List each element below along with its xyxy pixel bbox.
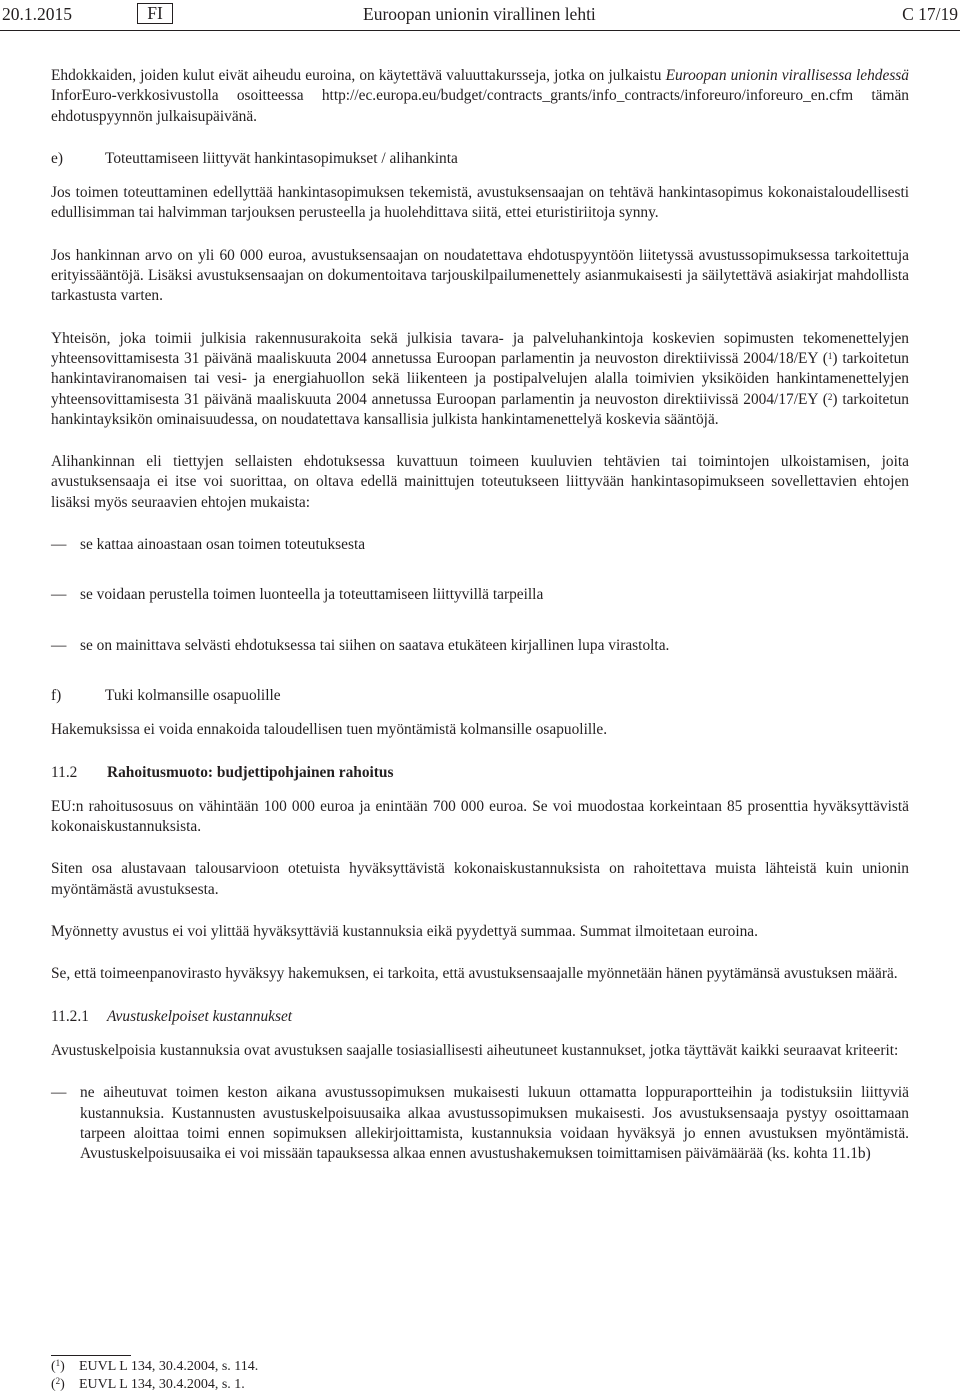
bullet-item: — se on mainittava selvästi ehdotuksessa tai siihen on saatava etukäteen kirjallinen lupa virastolta. — [51, 636, 909, 656]
header-date: 20.1.2015 — [2, 4, 72, 24]
footnote-divider — [51, 1355, 131, 1356]
section-11-2-paragraph-1: EU:n rahoitusosuus on vähintään 100 000 euroa ja enintään 700 000 euroa. Se voi muodostaa korkeintaan 85 prosenttia hyväksyttävistä kokonaiskustannuksista. — [51, 797, 909, 836]
footnote-2: ($^2$) EUVL L 134, 30.4.2004, s. 1. — [51, 1376, 245, 1392]
header-divider — [0, 30, 960, 31]
footnote-ref-2: 2 — [827, 391, 833, 402]
section-11-2-1-paragraph: Avustuskelpoisia kustannuksia ovat avustuksen saajalle tosiasiallisesti aiheutuneet kustannukset, jotka täyttävät kaikki seuraavat kriteerit: — [51, 1041, 899, 1059]
dash-marker: — — [51, 1084, 67, 1102]
bullet-item: — ne aiheutuvat toimen keston aikana avustussopimuksen mukaisesti lukuun ottamatta loppuraportteihin ja todistuksiin liittyviä kustannuksia. Kustannusten avustuskelpoisuusaika alkaa avustussopimuksen mukaisesti. Jos avustuksensaaja pystyy osoittamaan tarpeen aloittaa toimi ennen sopimuksen allekirjoittamista, kustannuksia voidaan hyväksyä jo ennen avustuksen myöntämistä. Avustuskelpoisuusaika ei voi missään tapauksessa alkaa ennen avustushakemuksen toimittamisen päivämäärää (ks. kohta 11.1b) — [51, 1084, 909, 1163]
section-e-paragraph-1: Jos toimen toteuttaminen edellyttää hankintasopimuksen tekemistä, avustuksensaajan on tehtävä hankintasopimus kokonaistaloudellisesti edullisimman tai halvimman tarjouksen perusteella ja huolehdittava siitä, ettei eturistiriitoja synny. — [51, 184, 909, 222]
dash-marker: — — [51, 636, 67, 654]
section-e-paragraph-3: Yhteisön, joka toimii julkisia rakennusurakoita sekä julkisia tavara- ja palveluhankintoja koskevien sopimusten tekomenettelyjen yhteensovittamisesta 31 päivänä maaliskuuta 2004 annetussa Euroopan parlamentin ja neuvoston direktiivissä 2004/18/EY ($^1$) tarkoitetun hankintaviranomaisen tai vesi- ja energiahuollon sekä liikenteen ja postipalvelujen alalla toimivien yksiköiden hankintamenettelyjen yhteensovittamisesta 31 päivänä maaliskuuta 2004 annetussa Euroopan parlamentin ja neuvoston direktiivissä 2004/17/EY ($^2$) tarkoitetun hankintayksikön ominaisuudessa, on noudatettava kansallisia julkista hankintamenettelyä koskevia sääntöjä. — [51, 329, 909, 428]
document-body — [51, 66, 909, 1194]
footnote-1: ($^1$) EUVL L 134, 30.4.2004, s. 114. — [51, 1358, 259, 1374]
section-11-2-1-heading: 11.2.1 Avustuskelpoiset kustannukset — [51, 1007, 293, 1025]
page-number: C 17/19 — [902, 4, 958, 24]
bullet-item: — se kattaa ainoastaan osan toimen toteutuksesta — [51, 535, 909, 555]
bullet-item: — se voidaan perustella toimen luonteella ja toteuttamiseen liittyvillä tarpeilla — [51, 585, 909, 605]
section-11-2-paragraph-2: Siten osa alustavaan talousarvioon otetuista hyväksyttävistä kokonaiskustannuksista on rahoitettava muista lähteistä kuin unionin myöntämästä avustuksesta. — [51, 860, 909, 898]
section-f-paragraph: Hakemuksissa ei voida ennakoida taloudellisen tuen myöntämistä kolmansille osapuolille. — [51, 721, 608, 739]
section-11-2-paragraph-3: Myönnetty avustus ei voi ylittää hyväksyttäviä kustannuksia eikä pyydettyä summaa. Summat ilmoitetaan euroina. — [51, 923, 758, 941]
section-e-paragraph-4: Alihankinnan eli tiettyjen sellaisten ehdotuksessa kuvattuun toimeen kuuluvien tehtävien tai toimintojen ulkoistamisen, joita avustuksensaaja ei itse voi suorittaa, on oltava edellä mainittujen toteutukseen liittyvään hankintasopimukseen sovellettavien ehtojen lisäksi myös seuraavien ehtojen mukaista: — [51, 453, 909, 511]
section-e-heading: e) Toteuttamiseen liittyvät hankintasopimukset / alihankinta — [51, 149, 458, 167]
intro-paragraph: Ehdokkaiden, joiden kulut eivät aiheudu euroina, on käytettävä valuuttakursseja, jotka on julkaistu Euroopan unionin virallisessa lehdessä InforEuro-verkkosivustolla osoitteessa http://ec.europa.eu/budget/contracts_grants/info_contracts/inforeuro/inforeuro_en.cfm tämän ehdotuspyynnön julkaisupäivänä. — [51, 67, 909, 125]
dash-marker: — — [51, 586, 67, 604]
section-e-paragraph-2: Jos hankinnan arvo on yli 60 000 euroa, avustuksensaajan on noudatettava ehdotuspyyntöön liitetyssä avustussopimuksessa tarkoitettuja erityissääntöjä. Lisäksi avustuksensaajan on dokumentoitava tarjouskilpailumenettely asianmukaisesti ja säilytettävä asiakirjat mahdollista tarkastusta varten. — [51, 246, 909, 305]
section-f-heading: f) Tuki kolmansille osapuolille — [51, 686, 281, 704]
dash-marker: — — [51, 536, 67, 554]
journal-title: Euroopan unionin virallinen lehti — [363, 4, 596, 24]
journal-name-italic: Euroopan unionin virallisessa lehdessä — [665, 67, 909, 84]
language-code-box: FI — [137, 3, 173, 24]
section-11-2-heading: 11.2 Rahoitusmuoto: budjettipohjainen rahoitus — [51, 763, 394, 781]
footnote-ref-1: 1 — [827, 350, 833, 361]
section-11-2-paragraph-4: Se, että toimeenpanovirasto hyväksyy hakemuksen, ei tarkoita, että avustuksensaajalle myönnetään hänen pyytämänsä avustuksen määrä. — [51, 965, 898, 983]
